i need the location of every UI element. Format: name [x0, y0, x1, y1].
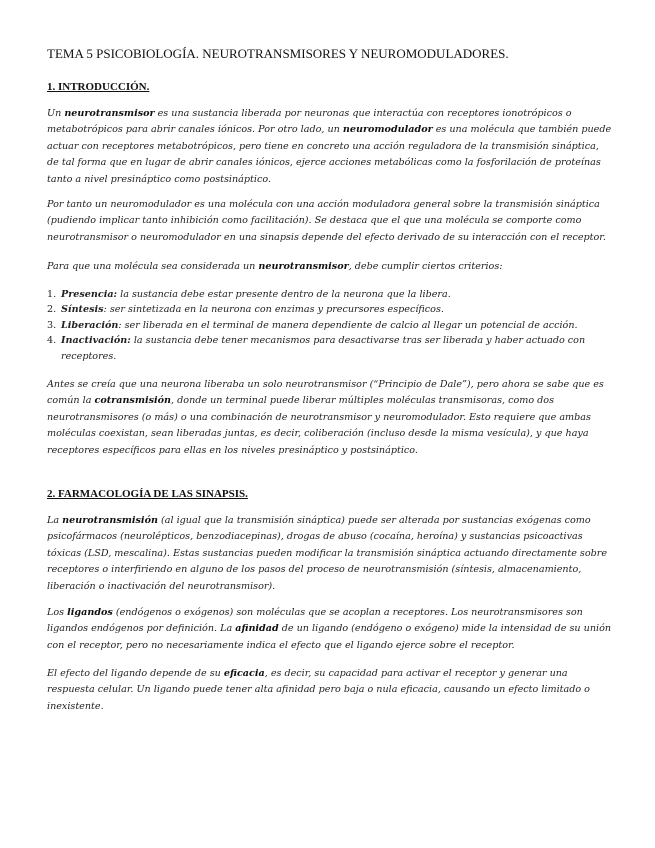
term-neurotransmision: neurotransmisión [62, 515, 158, 526]
term-eficacia: eficacia [223, 668, 265, 679]
pharmacology-paragraph-2: Los ligandos (endógenos o exógenos) son moléculas que se acoplan a receptores. Los neurotransmisores son ligandos endógenos por definición. La afinidad de un ligando (endógeno o exógeno) mide la intensidad de su unión con el receptor, pero no necesariamente indica el efecto que el ligando ejerce sobre el receptor. [47, 607, 612, 651]
term-afinidad: afinidad [235, 623, 279, 635]
section-heading-introduccion: 1. INTRODUCCIÓN. [47, 81, 150, 93]
criteria-list [47, 287, 613, 364]
document-title: TEMA 5 PSICOBIOLOGÍA. NEUROTRANSMISORES Y NEUROMODULADORES. [47, 46, 509, 61]
intro-paragraph-1: Un neurotransmisor es una sustancia liberada por neuronas que interactúa con receptores ionotrópicos o metabotrópicos para abrir canales iónicos. Por otro lado, un neuromodulador es una molécula que también puede actuar con receptores metabotrópicos, pero tiene en concreto una acción reguladora de la transmisión sináptica, de tal forma que en lugar de abrir canales iónicos, ejerce acciones metabólicas como la fosforilación de proteínas tanto a nivel presináptico como postsináptico. [47, 108, 612, 185]
term-neurotransmisor-criteria: neurotransmisor [258, 261, 349, 272]
term-cotransmision: cotransmisión [94, 395, 172, 407]
section-heading-farmacologia: 2. FARMACOLOGÍA DE LAS SINAPSIS. [47, 488, 248, 500]
intro-paragraph-2: Por tanto un neuromodulador es una molécula con una acción moduladora general sobre la transmisión sináptica (pudiendo implicar tanto inhibición como facilitación). Se destaca que el que una molécula se comporte como neurotransmisor o neuromodulador en una sinapsis depende del efecto derivado de su interacción con el receptor. [47, 199, 606, 243]
term-neurotransmisor: neurotransmisor [64, 108, 155, 119]
intro-paragraph-3: Para que una molécula sea considerada un neurotransmisor, debe cumplir ciertos criterios: [47, 261, 503, 272]
pharmacology-paragraph-1: La neurotransmisión (al igual que la transmisión sináptica) puede ser alterada por sustancias exógenas como psicofármacos (neurolépticos, benzodiacepinas), drogas de abuso (cocaína, heroína) y sustancias psicoactivas tóxicas (LSD, mescalina). Estas sustancias pueden modificar la transmisión sináptica actuando directamente sobre receptores o interfiriendo en alguno de los pasos del proceso de neurotransmisión (síntesis, almacenamiento, liberación o inactivación del neurotransmisor). [47, 515, 608, 592]
criteria-item: 2. Síntesis: ser sintetizada en la neurona con enzimas y precursores específicos. [47, 304, 444, 316]
criteria-item: 4. Inactivación: la sustancia debe tener mecanismos para desactivarse tras ser liberada y haber actuado con receptores. [47, 335, 586, 362]
pharmacology-paragraph-3: El efecto del ligando depende de su eficacia, es decir, su capacidad para activar el receptor y generar una respuesta celular. Un ligando puede tener alta afinidad pero baja o nula eficacia, causando un efecto limitado o inexistente. [47, 668, 590, 712]
criteria-item: 1. Presencia: la sustancia debe estar presente dentro de la neurona que la libera. [47, 289, 451, 300]
intro-paragraph-4: Antes se creía que una neurona liberaba un solo neurotransmisor (“Principio de Dale”), pero ahora se sabe que es común la cotransmisión, donde un terminal puede liberar múltiples moléculas transmisoras, como dos neurotransmisores (o más) o una combinación de neurotransmisor y neuromodulador. Esto requiere que ambas moléculas coexistan, sean liberadas juntas, es decir, coliberación (incluso desde la misma vesícula), y que haya receptores específicos para ellas en los niveles presináptico y postsináptico. [47, 379, 604, 456]
criteria-item: 3. Liberación: ser liberada en el terminal de manera dependiente de calcio al llegar un potencial de acción. [47, 319, 578, 331]
term-neuromodulador: neuromodulador [342, 124, 433, 136]
term-ligandos: ligandos [67, 607, 113, 618]
